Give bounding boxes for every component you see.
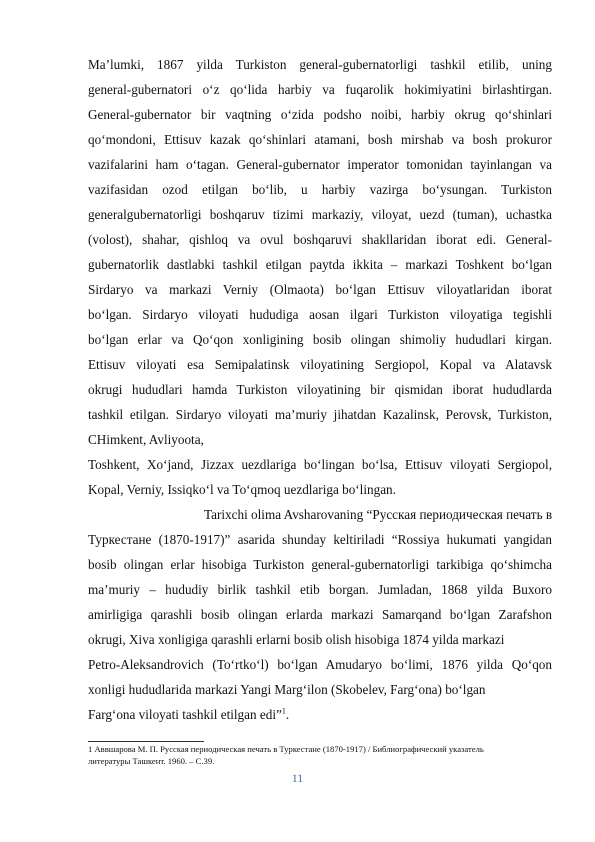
body-line-6: vazifasidan ozod etilgan bo‘lib, u harbiy vazirga bo‘ysungan. Turkiston [88,182,552,197]
body-line-27-text: Farg‘ona viloyati tashkil etilgan edi” [88,707,282,722]
body-line-4: qo‘mondoni, Ettisuv kazak qo‘shinlari atamani, bosh mirshab va bosh prokuror [88,132,552,147]
body-line-23: amirligiga qarashli bosib olingan erlarda markazi Samarqand bo‘lgan Zarafshon [88,607,552,622]
body-line-25: Petro-Aleksandrovich (To‘rtko‘l) bo‘lgan Amudaryo bo‘limi, 1876 yilda Qo‘qon [88,657,552,672]
footnote-separator [88,741,204,742]
final-period: . [285,707,290,722]
body-line-24: okrugi, Xiva xonligiga qarashli erlarni bosib olish hisobiga 1874 yilda markazi [88,632,505,647]
body-line-7: generalgubernatorligi boshqaruv tizimi markaziy, viloyat, uezd (tuman), uchastka [88,207,552,222]
body-line-10: Sirdaryo va markazi Verniy (Olmaota) bo‘lgan Ettisuv viloyatlaridan iborat [88,282,552,297]
page-number: 11 [291,771,304,785]
footnote-line-2: литературы Ташкент. 1960. – С.39. [88,756,215,766]
body-line-21: bosib olingan erlar hisobiga Turkiston general-gubernatorligi tarkibiga qo‘shimcha [88,557,552,572]
body-line-18: Kopal, Verniy, Issiqko‘l va To‘qmoq uezdlariga bo‘lingan. [88,482,396,497]
body-line-27 [88,707,552,723]
body-line-22: ma’muriy – hududiy birlik tashkil etib borgan. Jumladan, 1868 yilda Buxoro [88,582,552,597]
body-line-16: CHimkent, Avliyoota, [88,432,204,447]
body-line-19: Tarixchi olima Avsharovaning “Русская периодическая печать в [204,507,553,522]
body-line-15: tashkil etilgan. Sirdaryo viloyati ma’muriy jihatdan Kazalinsk, Perovsk, Turkiston, [88,407,552,422]
body-line-5: vazifalarini ham o‘tagan. General-gubernator imperator tomonidan tayinlangan va [88,157,552,172]
body-line-1: Ma’lumki, 1867 yilda Turkiston general-gubernatorligi tashkil etilib, uning [88,57,552,72]
body-line-8: (volost), shahar, qishloq va ovul boshqaruvi shakllaridan iborat edi. General- [88,232,552,247]
footnote-reference[interactable]: 1 [281,706,286,716]
body-line-9: gubernatorlik dastlabki tashkil etilgan paytda ikkita – markazi Toshkent bo‘lgan [88,257,552,272]
body-line-11: bo‘lgan. Sirdaryo viloyati hududiga aosan ilgari Turkiston viloyatiga tegishli [88,307,552,322]
body-line-14: okrugi hududlari hamda Turkiston viloyatining bir qismidan iborat hududlarda [88,382,552,397]
footnote-line-1: 1 Аввшарова М. П. Русская периодическая печать в Туркестане (1870-1917) / Библиографический указатель [88,744,484,754]
body-line-13: Ettisuv viloyati esa Semipalatinsk viloyatining Sergiopol, Kopal va Alatavsk [88,357,552,372]
body-line-20: Туркестане (1870-1917)” asarida shunday keltiriladi “Rossiya hukumati yangidan [88,532,552,547]
body-line-26: xonligi hududlarida markazi Yangi Marg‘ilon (Skobelev, Farg‘ona) bo‘lgan [88,682,486,697]
body-line-3: General-gubernator bir vaqtning o‘zida podsho noibi, harbiy okrug qo‘shinlari [88,107,552,122]
body-line-2: general-gubernatori o‘z qo‘lida harbiy va fuqarolik hokimiyatini birlashtirgan. [88,82,552,97]
body-line-17: Toshkent, Xo‘jand, Jizzax uezdlariga bo‘lingan bo‘lsa, Ettisuv viloyati Sergiopol, [88,457,552,472]
body-line-12: bo‘lgan erlar va Qo‘qon xonligining bosib olingan shimoliy hududlari kirgan. [88,332,552,347]
